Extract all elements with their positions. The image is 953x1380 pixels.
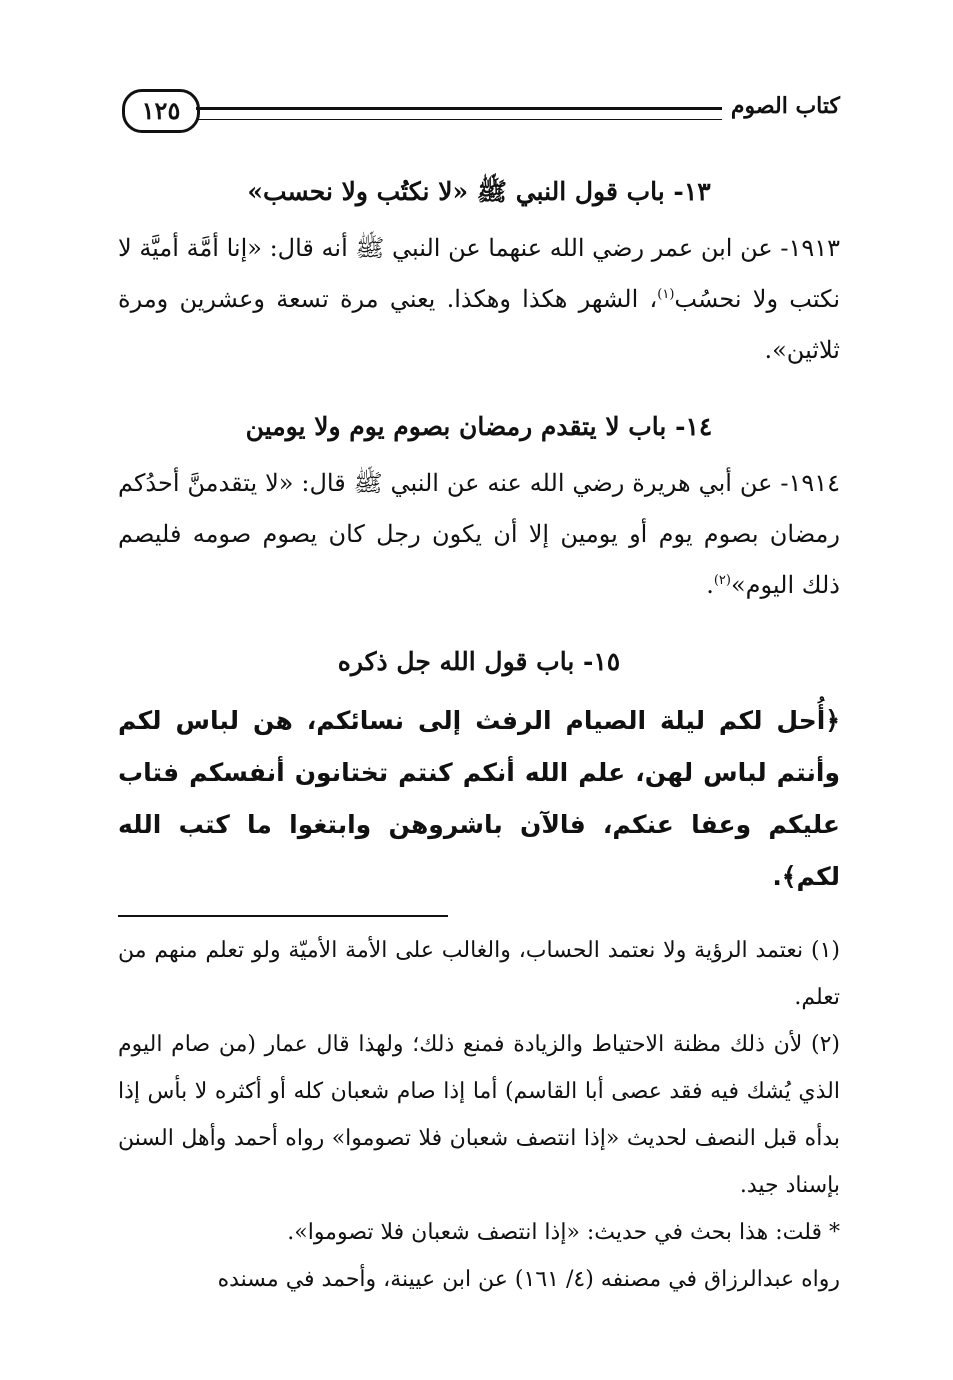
page-number-badge: ١٢٥ [122, 89, 200, 133]
footnote-ref-1[interactable]: (١) [657, 287, 675, 302]
hadith-1913 [118, 223, 840, 376]
header-rule [196, 107, 722, 120]
footnote-1: (١) نعتمد الرؤية ولا نعتمد الحساب، والغالب على الأمة الأميّة ولو تعلم منهم من تعلم. [118, 938, 840, 1010]
chapter-heading-15: ١٥- باب قول الله جل ذكره [337, 647, 621, 676]
hadith-1913-text: ١٩١٣- عن ابن عمر رضي الله عنهما عن النبي ﷺ أنه قال: «إنا أمَّة أميَّة لا نكتب ولا نحسُب [118, 234, 840, 313]
chapter-heading-13: ١٣- باب قول النبي ﷺ «لا نكتُب ولا نحسب» [247, 177, 711, 206]
book-title: كتاب الصوم [730, 93, 840, 119]
footnote-note: * قلت: هذا بحث في حديث: «إذا انتصف شعبان فلا تصوموا». [287, 1220, 840, 1245]
quran-verse: ﴿أُحل لكم ليلة الصيام الرفث إلى نسائكم، هن لباس لكم وأنتم لباس لهن، علم الله أنكم كنتم تختانون أنفسكم فتاب عليكم وعفا عنكم، فالآن باشروهن وابتغوا ما كتب الله لكم﴾. [118, 706, 840, 891]
footnotes [118, 927, 840, 1303]
hadith-1914-text-end: . [706, 571, 714, 599]
footnote-2: (٢) لأن ذلك مظنة الاحتياط والزيادة فمنع ذلك؛ ولهذا قال عمار (من صام اليوم الذي يُشك فيه فقد عصى أبا القاسم) أما إذا صام شعبان كله أو أكثره لا بأس إذا بدأه قبل النصف لحديث «إذا انتصف شعبان فلا تصوموا» رواه أحمد وأهل السنن بإسناد جيد. [118, 1032, 840, 1198]
page [118, 85, 840, 1303]
hadith-1914-text: ١٩١٤- عن أبي هريرة رضي الله عنه عن النبي ﷺ قال: «لا يتقدمنَّ أحدُكم رمضان بصوم يوم أو يومين إلا أن يكون رجل كان يصوم صومه فليصم ذلك اليوم» [118, 469, 840, 599]
chapter-heading-14: ١٤- باب لا يتقدم رمضان بصوم يوم ولا يومين [245, 412, 713, 441]
hadith-1914 [118, 458, 840, 611]
hadith-1913-text-end: ، الشهر هكذا وهكذا. يعني مرة تسعة وعشرين ومرة ثلاثين». [118, 285, 840, 364]
footnote-divider [118, 915, 448, 917]
footnote-source: رواه عبدالرزاق في مصنفه (٤/ ١٦١) عن ابن عيينة، وأحمد في مسنده [217, 1267, 840, 1292]
footnote-ref-2[interactable]: (٢) [713, 573, 731, 588]
running-header [118, 85, 840, 145]
